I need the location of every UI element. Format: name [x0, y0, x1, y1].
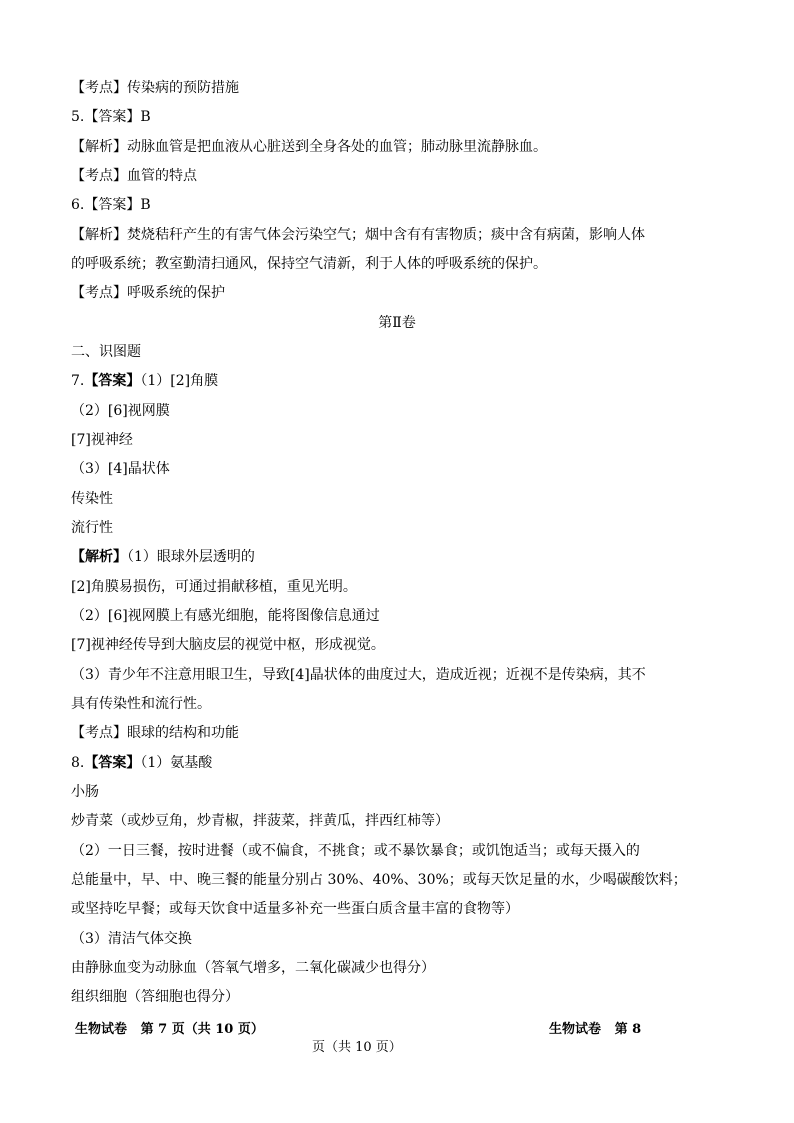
- q8-answer-2: 小肠: [71, 784, 99, 800]
- section-title: 第Ⅱ卷: [378, 315, 416, 331]
- section-heading: 二、识图题: [71, 344, 141, 360]
- q8-answer-6: 或坚持吃早餐；或每天饮食中适量多补充一些蛋白质含量丰富的食物等）: [71, 901, 519, 917]
- q7-answer-line: [71, 372, 218, 390]
- q7-analysis-5: （3）青少年不注意用眼卫生，导致[4]晶状体的曲度过大，造成近视；近视不是传染病，其不: [71, 667, 646, 683]
- q8-answer-3: 炒青菜（或炒豆角，炒青椒，拌菠菜，拌黄瓜，拌西红柿等）: [71, 813, 449, 829]
- analysis-line-cont: 的呼吸系统；教室勤清扫通风，保持空气清新，利于人体的呼吸系统的保护。: [71, 256, 547, 272]
- footer-right-subject: 生物试卷: [549, 1022, 602, 1037]
- q7-analysis-6: 具有传染性和流行性。: [71, 696, 211, 712]
- answer-line: 6.【答案】B: [71, 197, 151, 213]
- q7-analysis-3: （2）[6]视网膜上有感光细胞，能将图像信息通过: [71, 608, 380, 624]
- q7-answer-5: 传染性: [71, 491, 113, 507]
- answer-tag: 【答案】: [84, 373, 141, 389]
- q8-answer-1: （1）氨基酸: [140, 755, 213, 771]
- exam-point-line: 【考点】呼吸系统的保护: [71, 285, 225, 301]
- answer-line: 5.【答案】B: [71, 109, 151, 125]
- q7-analysis-line: [71, 548, 255, 566]
- q8-number: 8.: [71, 755, 85, 771]
- q7-answer-3: [7]视神经: [71, 432, 133, 448]
- q8-answer-5: 总能量中，早、中、晚三餐的能量分别占 30%、40%、30%；或每天饮足量的水，少喝碳酸饮料；: [71, 872, 687, 888]
- answer-tag: 【答案】: [84, 755, 141, 771]
- q7-answer-6: 流行性: [71, 520, 113, 536]
- q7-analysis-2: [2]角膜易损伤，可通过捐献移植，重见光明。: [71, 579, 357, 595]
- q8-answer-line: [71, 754, 212, 772]
- footer-right: [549, 1022, 641, 1038]
- exam-point-line: 【考点】传染病的预防措施: [71, 80, 239, 96]
- analysis-line: 【解析】动脉血管是把血液从心脏送到全身各处的血管；肺动脉里流静脉血。: [71, 139, 547, 155]
- q7-number: 7.: [71, 373, 85, 389]
- footer-left-subject: 生物试卷: [75, 1022, 128, 1037]
- q8-answer-9: 组织细胞（答细胞也得分）: [71, 989, 239, 1005]
- q7-answer-2: （2）[6]视网膜: [71, 403, 170, 419]
- footer-right-page-end: 页（共 10 页）: [312, 1040, 402, 1055]
- q7-analysis-1: （1）眼球外层透明的: [127, 549, 255, 565]
- footer-left: [75, 1022, 264, 1038]
- q7-answer-4: （3）[4]晶状体: [71, 461, 170, 477]
- exam-point-line: 【考点】血管的特点: [71, 168, 197, 184]
- q7-analysis-4: [7]视神经传导到大脑皮层的视觉中枢，形成视觉。: [71, 637, 385, 653]
- q7-answer-1: （1）[2]角膜: [140, 373, 219, 389]
- footer-left-page: 第 7 页（共 10 页）: [140, 1022, 264, 1037]
- analysis-tag: 【解析】: [71, 549, 127, 565]
- q7-exam-point: 【考点】眼球的结构和功能: [71, 725, 239, 741]
- q8-answer-7: （3）清洁气体交换: [71, 931, 192, 947]
- q8-answer-4: （2）一日三餐，按时进餐（或不偏食，不挑食；或不暴饮暴食；或饥饱适当；或每天摄入的: [71, 843, 640, 859]
- analysis-line: 【解析】焚烧秸秆产生的有害气体会污染空气；烟中含有有害物质；痰中含有病菌，影响人体: [71, 227, 645, 243]
- q8-answer-8: 由静脉血变为动脉血（答氧气增多，二氧化碳减少也得分）: [71, 960, 435, 976]
- footer-right-page-start: 第 8: [614, 1022, 642, 1037]
